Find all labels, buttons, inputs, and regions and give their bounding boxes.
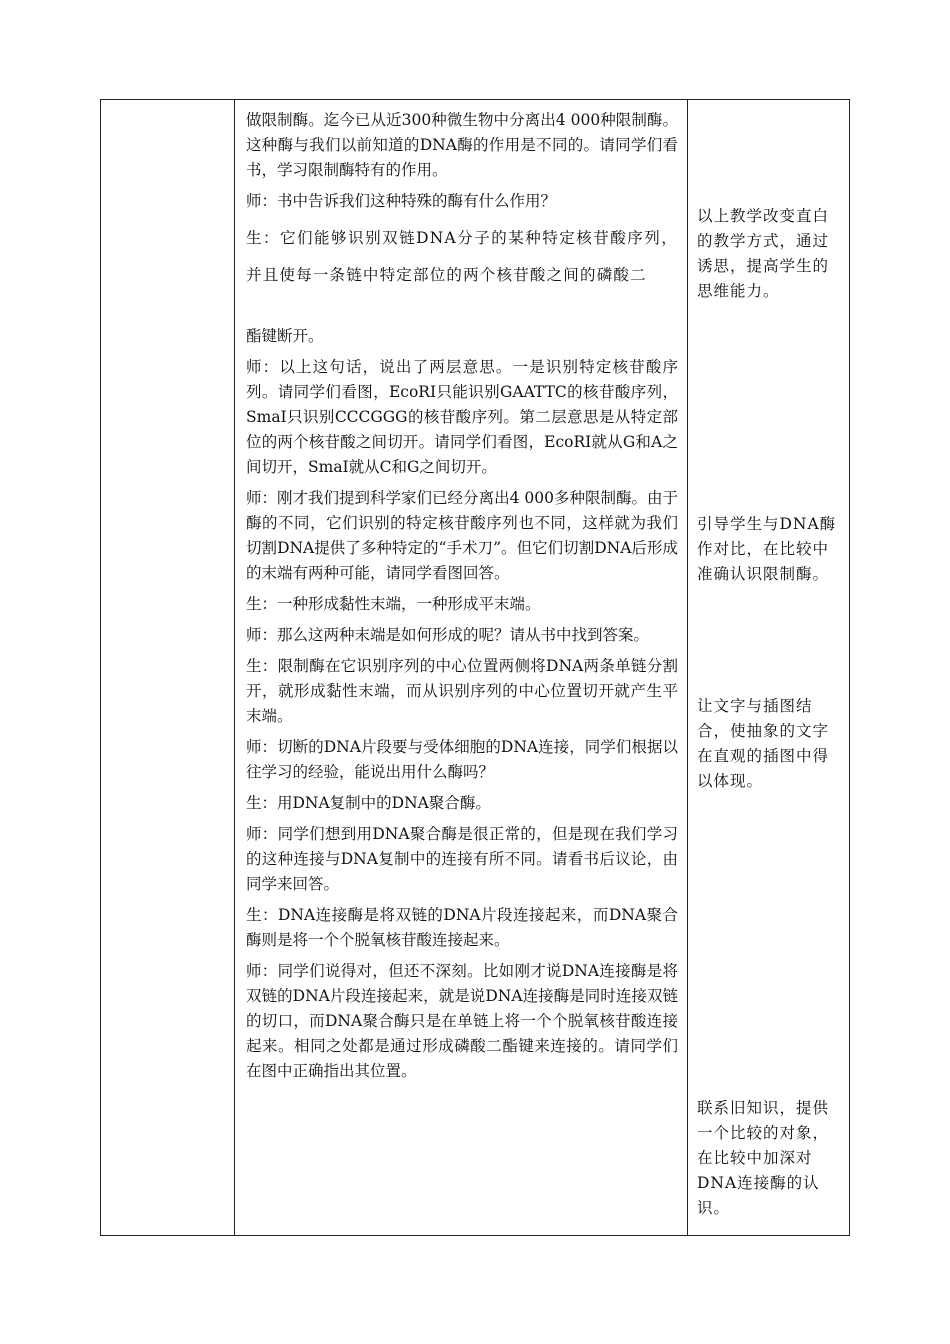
paragraph-intro: 做限制酶。迄今已从近300种微生物中分离出4 000种限制酶。这种酶与我们以前知道的DNA酶的作用是不同的。请同学们看书，学习限制酶特有的作用。 (246, 111, 678, 179)
teacher-restriction-enzymes: 师：刚才我们提到科学家们已经分离出4 000多种限制酶。由于酶的不同，它们识别的特定核苷酸序列也不同，这样就为我们切割DNA提供了多种特定的“手术刀”。但它们切割DNA后形成的末端有两种可能，请同学看图回答。 (246, 489, 678, 582)
student-ligase-answer: 生：DNA连接酶是将双链的DNA片段连接起来，而DNA聚合酶则是将一个个脱氧核苷酸连接起来。 (246, 906, 678, 949)
column-divider-right (687, 100, 688, 1235)
teacher-question: 师：书中告诉我们这种特殊的酶有什么作用？ (246, 192, 557, 210)
teacher-ligase-question: 师：切断的DNA片段要与受体细胞的DNA连接，同学们根据以往学习的经验，能说出用什么酶吗？ (246, 738, 678, 781)
teaching-process-column (246, 108, 678, 1090)
column-divider-left (234, 100, 235, 1235)
student-answer-continued: 酯键断开。 (246, 327, 324, 345)
design-note-3: 让文字与插图结合，使抽象的文字在直观的插图中得以体现。 (697, 697, 830, 790)
design-note-1: 以上教学改变直白的教学方式，通过诱思，提高学生的思维能力。 (697, 207, 830, 300)
student-ends-answer: 生：一种形成黏性末端，一种形成平末端。 (246, 595, 541, 613)
design-note-2: 引导学生与DNA酶作对比，在比较中准确认识限制酶。 (697, 515, 837, 583)
student-ends-explanation: 生：限制酶在它识别序列的中心位置两侧将DNA两条单链分割开，就形成黏性末端，而从识别序列的中心位置切开就产生平末端。 (246, 657, 678, 725)
lesson-table (100, 99, 850, 1236)
teacher-explanation: 师：以上这句话，说出了两层意思。一是识别特定核苷酸序列。请同学们看图，EcoRI只能识别GAATTC的核苷酸序列，SmaI只识别CCCGGG的核苷酸序列。第二层意思是从特定部位的两个核苷酸之间切开。请同学们看图，EcoRI就从G和A之间切开，SmaI就从C和G之间切开。 (246, 358, 678, 476)
teacher-discussion-prompt: 师：同学们想到用DNA聚合酶是很正常的，但是现在我们学习的这种连接与DNA复制中的连接有所不同。请看书后议论，由同学来回答。 (246, 825, 678, 893)
design-note-4: 联系旧知识，提供一个比较的对象，在比较中加深对DNA连接酶的认识。 (697, 1099, 830, 1217)
student-answer: 生：它们能够识别双链DNA分子的某种特定核苷酸序列，并且使每一条链中特定部位的两个核苷酸之间的磷酸二 (246, 229, 678, 284)
teacher-summary: 师：同学们说得对，但还不深刻。比如刚才说DNA连接酶是将双链的DNA片段连接起来，就是说DNA连接酶是同时连接双链的切口，而DNA聚合酶只是在单链上将一个个脱氧核苷酸连接起来。相同之处都是通过形成磷酸二酯键来连接的。请同学们在图中正确指出其位置。 (246, 962, 678, 1080)
teacher-ends-question: 师：那么这两种末端是如何形成的呢？请从书中找到答案。 (246, 626, 650, 644)
student-polymerase-answer: 生：用DNA复制中的DNA聚合酶。 (246, 794, 491, 812)
